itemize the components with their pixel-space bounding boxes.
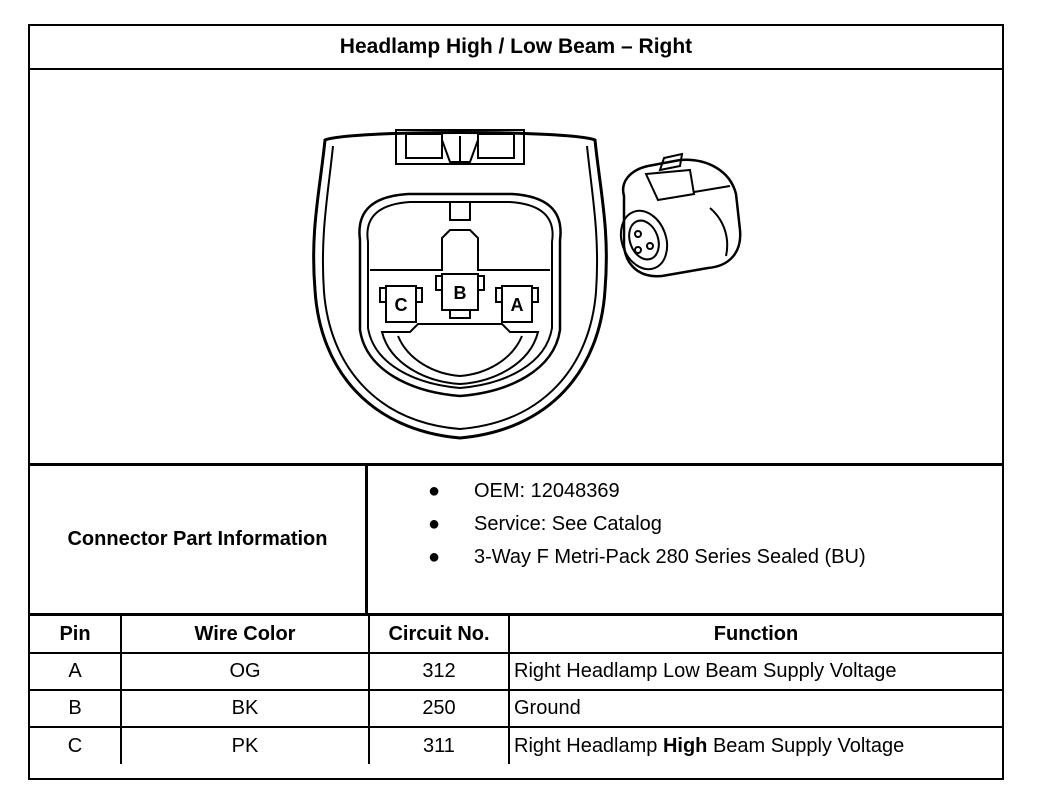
connector-part-information (30, 466, 1002, 616)
table-row (30, 690, 1002, 727)
cell-pin: B (30, 690, 121, 727)
connector-isometric-view (613, 154, 740, 276)
info-item-text: 3-Way F Metri-Pack 280 Series Sealed (BU) (474, 546, 866, 568)
connector-info-list (368, 466, 1002, 613)
pin-label-c: C (394, 295, 408, 315)
bullet-icon: ● (428, 480, 441, 502)
pin-table (30, 616, 1002, 764)
header-wire-color: Wire Color (121, 616, 369, 653)
cell-wire-color: OG (121, 653, 369, 690)
cell-pin: C (30, 727, 121, 764)
table-row (30, 727, 1002, 764)
connector-drawing (30, 70, 1002, 466)
table-row (30, 653, 1002, 690)
bullet-icon: ● (428, 513, 441, 535)
function-text-tail: Beam Supply Voltage (707, 734, 905, 757)
cell-circuit: 311 (369, 727, 509, 764)
connector-info-label: Connector Part Information (30, 466, 368, 613)
cell-circuit: 312 (369, 653, 509, 690)
cell-wire-color: PK (121, 727, 369, 764)
pin-table-header (30, 616, 1002, 653)
cell-function (509, 653, 1002, 690)
header-pin: Pin (30, 616, 121, 653)
info-item (368, 542, 1002, 572)
cell-wire-color: BK (121, 690, 369, 727)
pin-label-a: A (510, 295, 524, 315)
function-text: Right Headlamp (514, 734, 663, 757)
header-circuit: Circuit No. (369, 616, 509, 653)
function-text-bold: High (662, 734, 708, 757)
sheet-title: Headlamp High / Low Beam – Right (30, 26, 1002, 70)
function-text: Ground (514, 697, 581, 719)
info-item (368, 476, 1002, 506)
bullet-icon: ● (428, 546, 441, 568)
connector-sheet (28, 24, 1004, 780)
pin-label-b: B (453, 283, 467, 303)
cell-pin: A (30, 653, 121, 690)
function-text: Right Headlamp Low Beam Supply Voltage (514, 660, 897, 682)
cell-function (509, 690, 1002, 727)
info-item-text: Service: See Catalog (474, 513, 662, 535)
connector-face-svg (30, 70, 1002, 464)
cell-circuit: 250 (369, 690, 509, 727)
info-item-text: OEM: 12048369 (474, 480, 620, 502)
header-function: Function (509, 616, 1002, 653)
info-item (368, 509, 1002, 539)
cell-function (509, 727, 1002, 764)
